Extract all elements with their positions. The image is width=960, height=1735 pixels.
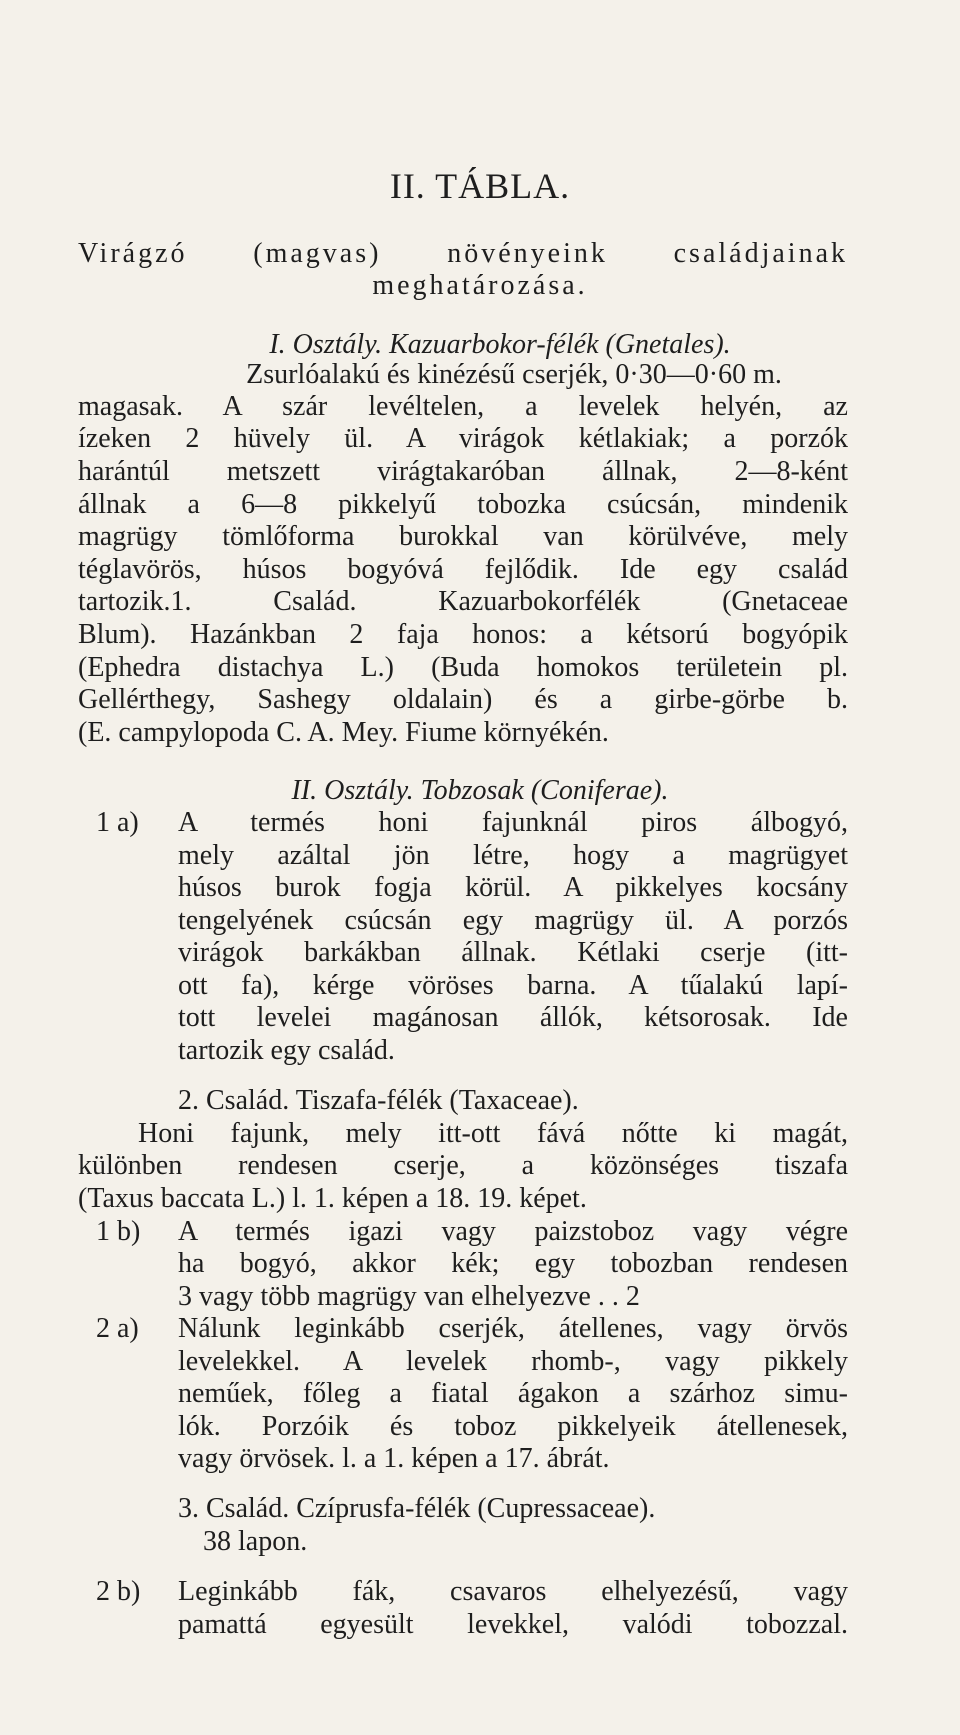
key-line: pamattá egyesült levekkel, valódi tobozzal. xyxy=(178,1609,848,1640)
paragraph-line: tartozik.1. Család. Kazuarbokorfélék (Gnetaceae xyxy=(78,586,848,617)
subtitle-line-1: Virágzó (magvas) növényeink családjainak xyxy=(78,238,848,269)
family-line: különben rendesen cserje, a közönséges tiszafa xyxy=(78,1150,848,1181)
paragraph-line: magrügy tömlőforma burokkal van körülvéve, mely xyxy=(78,521,848,552)
paragraph-line: magasak. A szár levéltelen, a levelek helyén, az xyxy=(78,391,848,422)
key-line: mely azáltal jön létre, hogy a magrügyet xyxy=(178,840,848,871)
key-line: húsos burok fogja körül. A pikkelyes kocsány xyxy=(178,872,848,903)
family-line: Honi fajunk, mely itt-ott fává nőtte ki magát, xyxy=(138,1118,848,1149)
key-line: virágok barkákban állnak. Kétlaki cserje (itt- xyxy=(178,937,848,968)
key-line: tartozik egy család. xyxy=(178,1035,395,1066)
page-title: II. TÁBLA. xyxy=(389,166,571,206)
subtitle-line-2: meghatározása. xyxy=(372,270,588,301)
paragraph-line: harántúl metszett virágtakaróban állnak, 2—8-ként xyxy=(78,456,848,487)
key-label: 2 b) xyxy=(96,1576,141,1607)
key-line: A termés igazi vagy paizstoboz vagy végre xyxy=(178,1216,848,1247)
key-label: 1 a) xyxy=(96,807,139,838)
key-line: A termés honi fajunknál piros álbogyó, xyxy=(178,807,848,838)
paragraph-line: Gellérthegy, Sashegy oldalain) és a girbe-görbe b. xyxy=(78,684,848,715)
key-line: ott fa), kérge vöröses barna. A tűalakú lapí- xyxy=(178,970,848,1001)
family-line: (Taxus baccata L.) l. 1. képen a 18. 19. képet. xyxy=(78,1183,587,1214)
family-heading: 2. Család. Tiszafa-félék (Taxaceae). xyxy=(178,1085,579,1116)
paragraph-line: téglavörös, húsos bogyóvá fejlődik. Ide egy család xyxy=(78,554,848,585)
key-line: levelekkel. A levelek rhomb-, vagy pikkely xyxy=(178,1346,848,1377)
key-line: tott levelei magánosan állók, kétsorosak. Ide xyxy=(178,1002,848,1033)
key-label: 1 b) xyxy=(96,1216,141,1247)
key-line: 3 vagy több magrügy van elhelyezve . . 2 xyxy=(178,1281,640,1312)
section-1-heading: I. Osztály. Kazuarbokor-félék (Gnetales). xyxy=(269,329,731,360)
key-line: neműek, főleg a fiatal ágakon a szárhoz simu- xyxy=(178,1378,848,1409)
family-heading: 3. Család. Czíprusfa-félék (Cupressaceae). xyxy=(178,1493,656,1524)
paragraph-line: Zsurlóalakú és kinézésű cserjék, 0·30—0·60 m. xyxy=(246,359,782,390)
key-line: Leginkább fák, csavaros elhelyezésű, vagy xyxy=(178,1576,848,1607)
page-reference: 38 lapon. xyxy=(203,1526,308,1557)
key-line: lók. Porzóik és toboz pikkelyeik átellenesek, xyxy=(178,1411,848,1442)
paragraph-line: Blum). Hazánkban 2 faja honos: a kétsorú bogyópik xyxy=(78,619,848,650)
section-2-heading: II. Osztály. Tobzosak (Coniferae). xyxy=(291,775,669,806)
key-line: tengelyének csúcsán egy magrügy ül. A porzós xyxy=(178,905,848,936)
key-label: 2 a) xyxy=(96,1313,139,1344)
paragraph-line: (Ephedra distachya L.) (Buda homokos területein pl. xyxy=(78,652,848,683)
key-line: ha bogyó, akkor kék; egy tobozban rendesen xyxy=(178,1248,848,1279)
paragraph-line: állnak a 6—8 pikkelyű tobozka csúcsán, mindenik xyxy=(78,489,848,520)
key-line: vagy örvösek. l. a 1. képen a 17. ábrát. xyxy=(178,1443,610,1474)
paragraph-line: ízeken 2 hüvely ül. A virágok kétlakiak; a porzók xyxy=(78,423,848,454)
paragraph-line: (E. campylopoda C. A. Mey. Fiume környékén. xyxy=(78,717,609,748)
key-line: Nálunk leginkább cserjék, átellenes, vagy örvös xyxy=(178,1313,848,1344)
